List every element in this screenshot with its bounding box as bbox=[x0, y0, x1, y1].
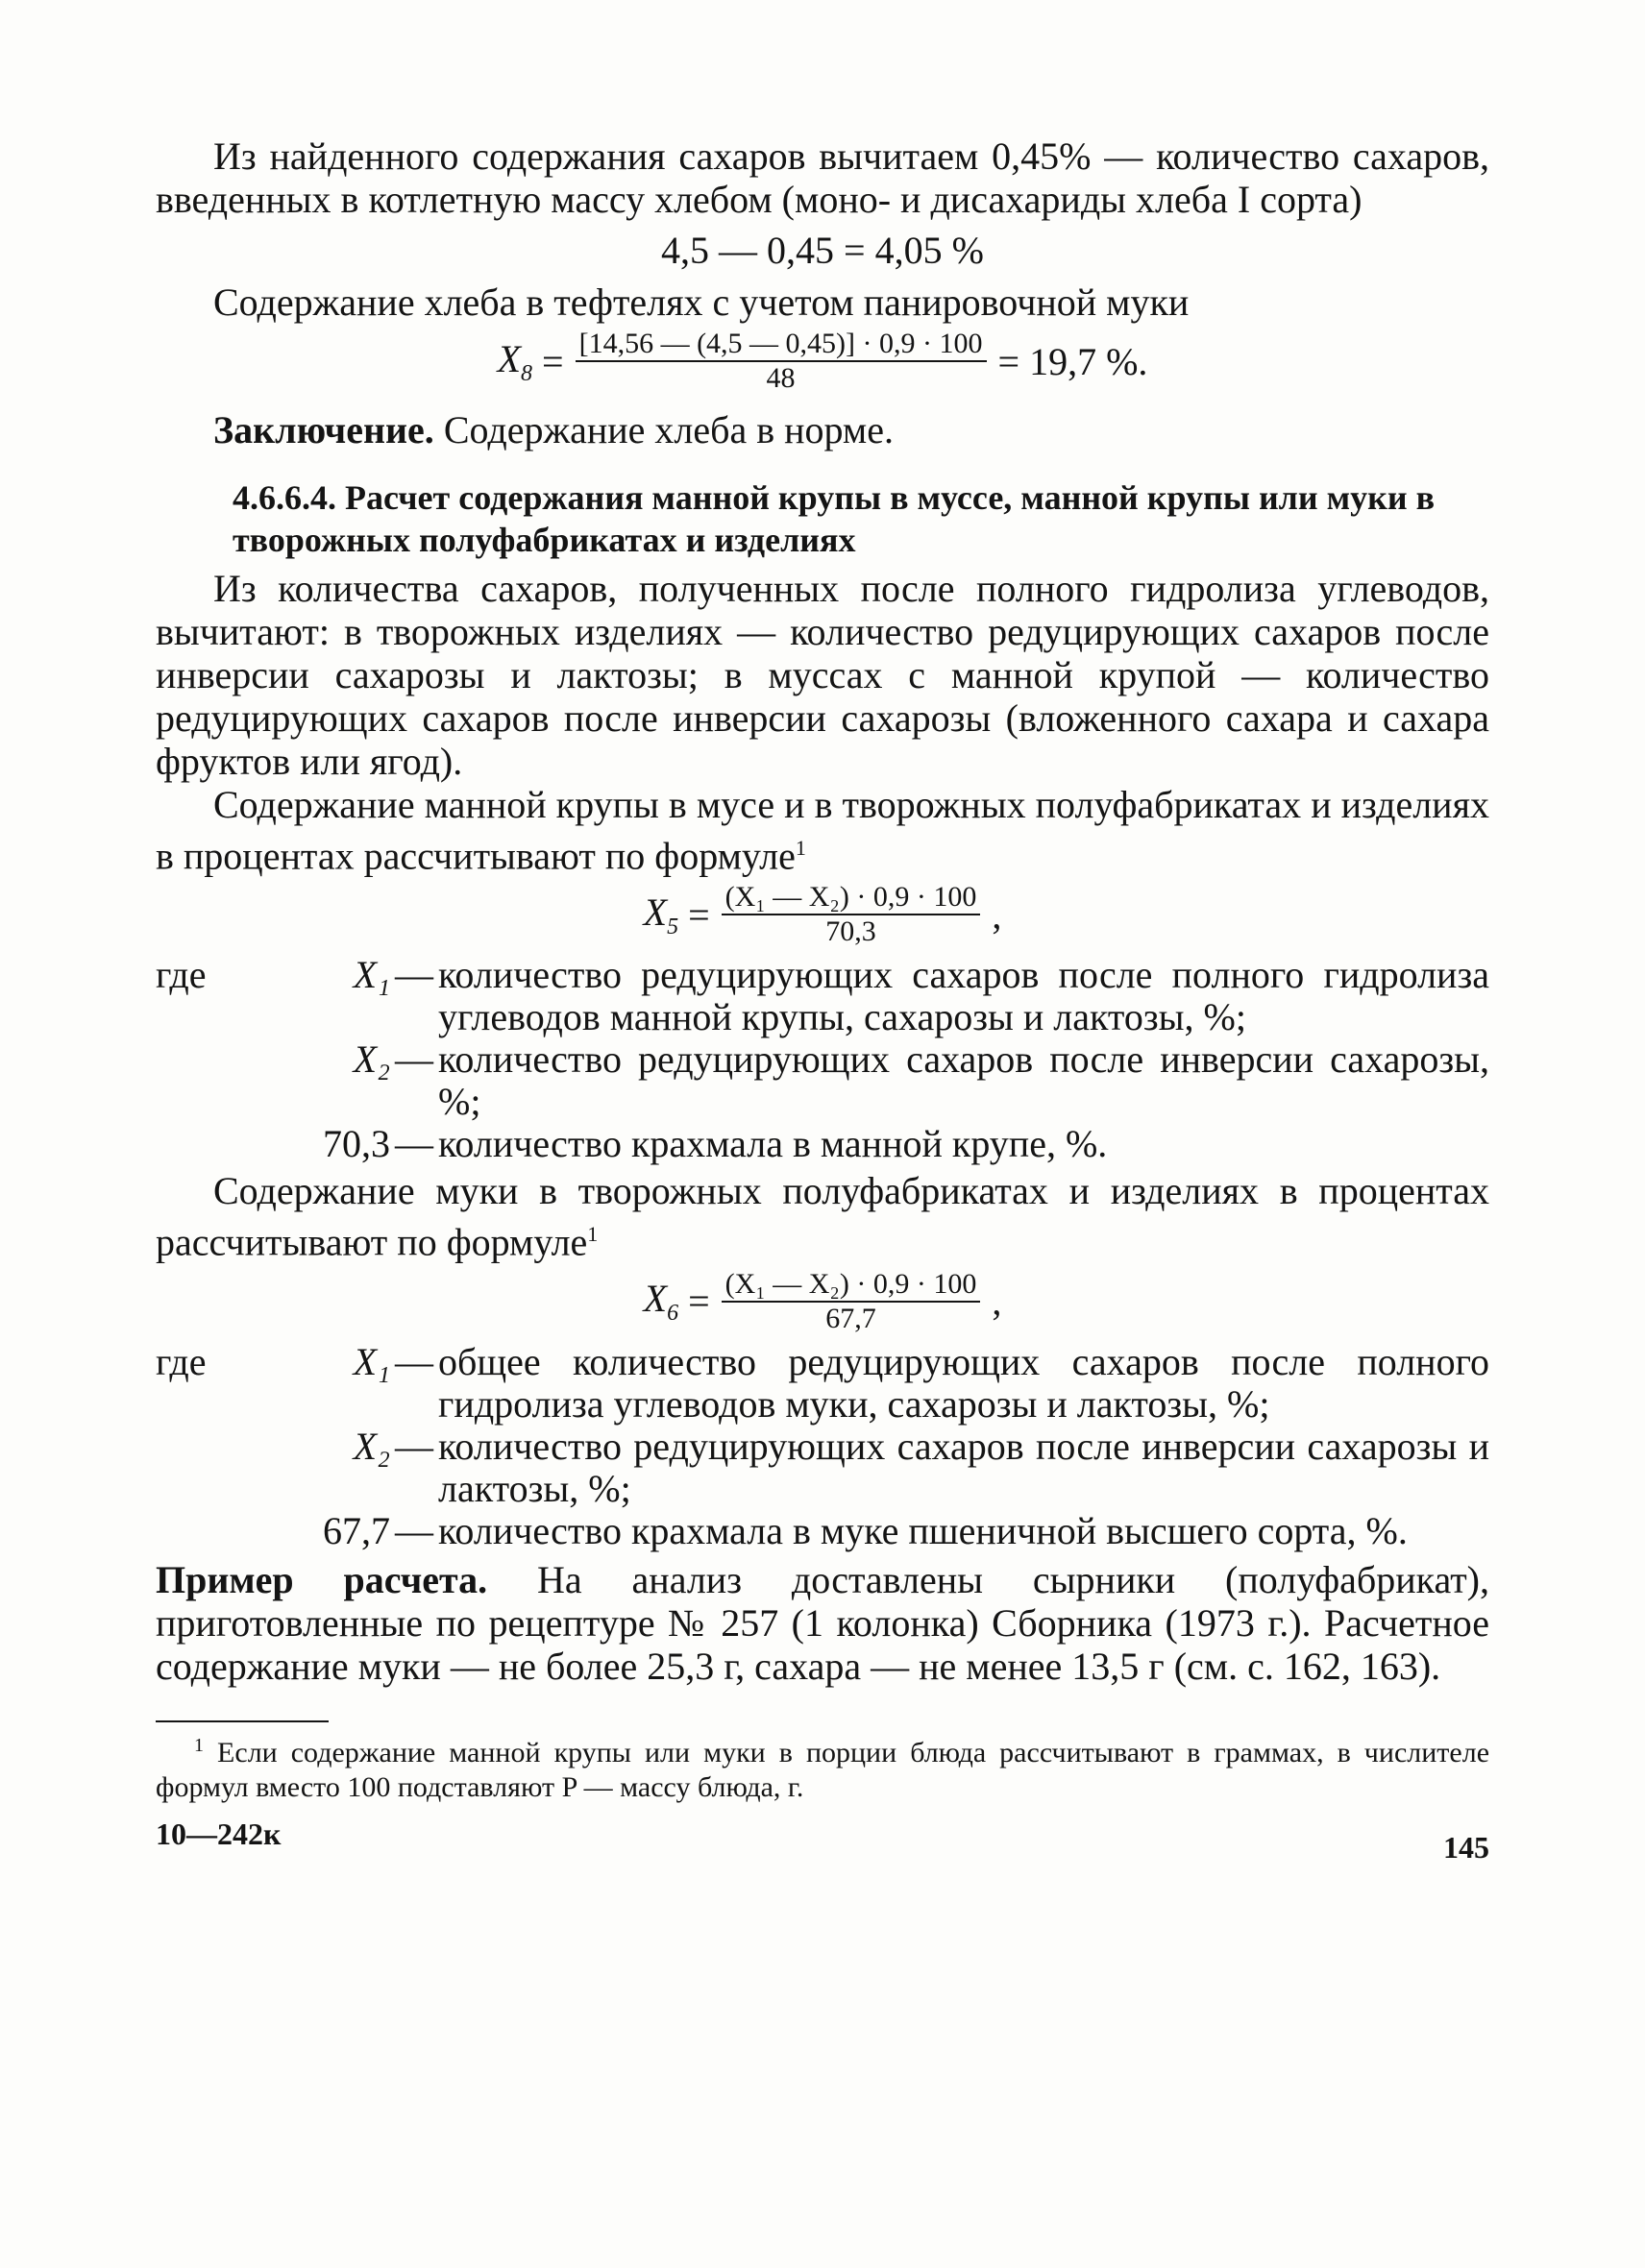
definition-text: количество крахмала в муке пшеничной высшего сорта, %. bbox=[438, 1508, 1408, 1552]
formula-x8-denominator: 48 bbox=[766, 362, 796, 394]
formula-x5-denominator: 70,3 bbox=[825, 915, 876, 948]
example-paragraph bbox=[156, 1558, 1489, 1688]
intro-equation: 4,5 — 0,45 = 4,05 % bbox=[661, 229, 984, 272]
section-number: 4.6.6.4. bbox=[233, 478, 336, 517]
definition-row: где X₁ — количество редуцирующих сахаров после полного гидролиза углеводов манной крупы, сахарозы и лактозы, %; bbox=[156, 953, 1489, 1039]
formula-x6-variable: $X_6$ bbox=[643, 1277, 679, 1327]
formula-x6: $X_6$ = $\frac{\text{(X₁ — X₂) · 0,9 · 100}}{67,7}$ , bbox=[643, 1267, 1002, 1334]
definition-text: количество редуцирующих сахаров после полного гидролиза углеводов манной крупы, сахарозы и лактозы, %; bbox=[438, 953, 1489, 1039]
footnote-divider bbox=[156, 1720, 329, 1722]
definition-symbol: 70,3 bbox=[323, 1122, 390, 1166]
definition-symbol: X₁ bbox=[353, 1339, 390, 1383]
definition-symbol: 67,7 bbox=[323, 1508, 390, 1552]
example-text: На анализ доставлены сырники (полуфабрикат), приготовленные по рецептуре № 257 (1 колонка) Сборника (1973 г.). Расчетное содержание муки — не более 25,3 г, сахара — не менее 13,5 г (см. с. 162, 163). bbox=[156, 1557, 1489, 1688]
formula-x5-numerator: (X₁ — X₂) · 0,9 · 100 bbox=[722, 881, 981, 915]
formula-x5: $X_5$ = $\frac{\text{(X₁ — X₂) · 0,9 · 100}}{70,3}$ , bbox=[643, 881, 1002, 948]
definition-text: количество редуцирующих сахаров после инверсии сахарозы, %; bbox=[438, 1037, 1489, 1124]
paragraph-1: Из количества сахаров, полученных после полного гидролиза углеводов, вычитают: в творожных изделиях — количество редуцирующих сахаров после инверсии сахарозы и лактозы; в муссах с манной крупой — количество редуцирующих сахаров после инверсии сахарозы (вложенного сахара и сахара фруктов или ягод). bbox=[156, 567, 1489, 783]
formula-x8-numerator: [14,56 — (4,5 — 0,45)] · 0,9 · 100 bbox=[576, 328, 987, 362]
formula-x8-variable: $X_8$ bbox=[497, 336, 533, 386]
section-heading bbox=[233, 476, 1489, 561]
example-label: Пример расчета. bbox=[156, 1557, 488, 1601]
conclusion bbox=[156, 408, 1489, 451]
footnote-mark: 1 bbox=[194, 1734, 204, 1756]
formula-x6-tail: , bbox=[992, 1280, 1002, 1324]
footnote-ref-2: 1 bbox=[587, 1222, 599, 1247]
footnote bbox=[156, 1728, 1489, 1805]
bread-content-paragraph: Содержание хлеба в тефтелях с учетом панировочной муки bbox=[213, 280, 1190, 324]
formula-x5-variable: $X_5$ bbox=[643, 890, 679, 939]
definition-symbol: X₂ bbox=[353, 1037, 390, 1082]
formula-x8-result: = 19,7 %. bbox=[997, 339, 1148, 383]
formula-x5-fraction bbox=[722, 881, 981, 948]
formula-x6-fraction bbox=[722, 1268, 981, 1335]
intro-paragraph: Из найденного содержания сахаров вычитаем 0,45% — количество сахаров, введенных в котлетную массу хлебом (моно- и дисахариды хлеба I сорта) bbox=[156, 134, 1489, 221]
definition-row: где X₁ — общее количество редуцирующих сахаров после полного гидролиза углеводов муки, сахарозы и лактозы, %; bbox=[156, 1339, 1489, 1426]
formula-x5-tail: , bbox=[992, 892, 1002, 937]
definition-text: количество редуцирующих сахаров после инверсии сахарозы и лактозы, %; bbox=[438, 1424, 1489, 1510]
where-label: где bbox=[156, 1339, 207, 1383]
formula-x8-fraction bbox=[576, 328, 987, 395]
formula-x8: $X_8$ = $\frac{[14,56 — (4,5 — 0,45)] \cdot 0,9 \cdot 100}{48}$ = 19,7 %. bbox=[497, 328, 1148, 394]
definition-row: X₂ — количество редуцирующих сахаров после инверсии сахарозы и лактозы, %; bbox=[156, 1426, 1489, 1510]
formula-x6-numerator: (X₁ — X₂) · 0,9 · 100 bbox=[722, 1268, 981, 1303]
footnote-text: Если содержание манной крупы или муки в порции блюда рассчитывают в граммах, в числителе формул вместо 100 подставляют P — массу блюда, г. bbox=[156, 1736, 1490, 1803]
definition-text: общее количество редуцирующих сахаров после полного гидролиза углеводов муки, сахарозы и лактозы, %; bbox=[438, 1339, 1489, 1426]
signature-mark: 10—242к bbox=[156, 1816, 282, 1851]
page-footer bbox=[156, 1817, 1489, 1866]
definition-symbol: X₂ bbox=[353, 1424, 390, 1468]
where-label: где bbox=[156, 953, 207, 997]
document-page bbox=[156, 134, 1489, 1866]
definition-text: количество крахмала в манной крупе, %. bbox=[438, 1122, 1108, 1166]
footnote-ref-1: 1 bbox=[795, 836, 806, 860]
page-number: 145 bbox=[1443, 1829, 1489, 1865]
definition-symbol: X₁ bbox=[353, 953, 390, 997]
definition-row: 67,7 — количество крахмала в муке пшеничной высшего сорта, %. bbox=[156, 1510, 1489, 1552]
paragraph-3: Содержание муки в творожных полуфабрикатах и изделиях в процентах рассчитывают по формуле$^1$ bbox=[156, 1169, 1489, 1264]
formula-x6-denominator: 67,7 bbox=[825, 1302, 876, 1334]
conclusion-text: Содержание хлеба в норме. bbox=[443, 408, 894, 451]
paragraph-2: Содержание манной крупы в мусе и в творожных полуфабрикатах и изделиях в процентах рассчитывают по формуле$^1$ bbox=[156, 783, 1489, 878]
conclusion-label: Заключение. bbox=[213, 408, 434, 451]
definition-row: 70,3 — количество крахмала в манной крупе, %. bbox=[156, 1123, 1489, 1165]
definition-row: X₂ — количество редуцирующих сахаров после инверсии сахарозы, %; bbox=[156, 1038, 1489, 1123]
section-title: Расчет содержания манной крупы в муссе, манной крупы или муки в творожных полуфабрикатах и изделиях bbox=[233, 478, 1436, 559]
